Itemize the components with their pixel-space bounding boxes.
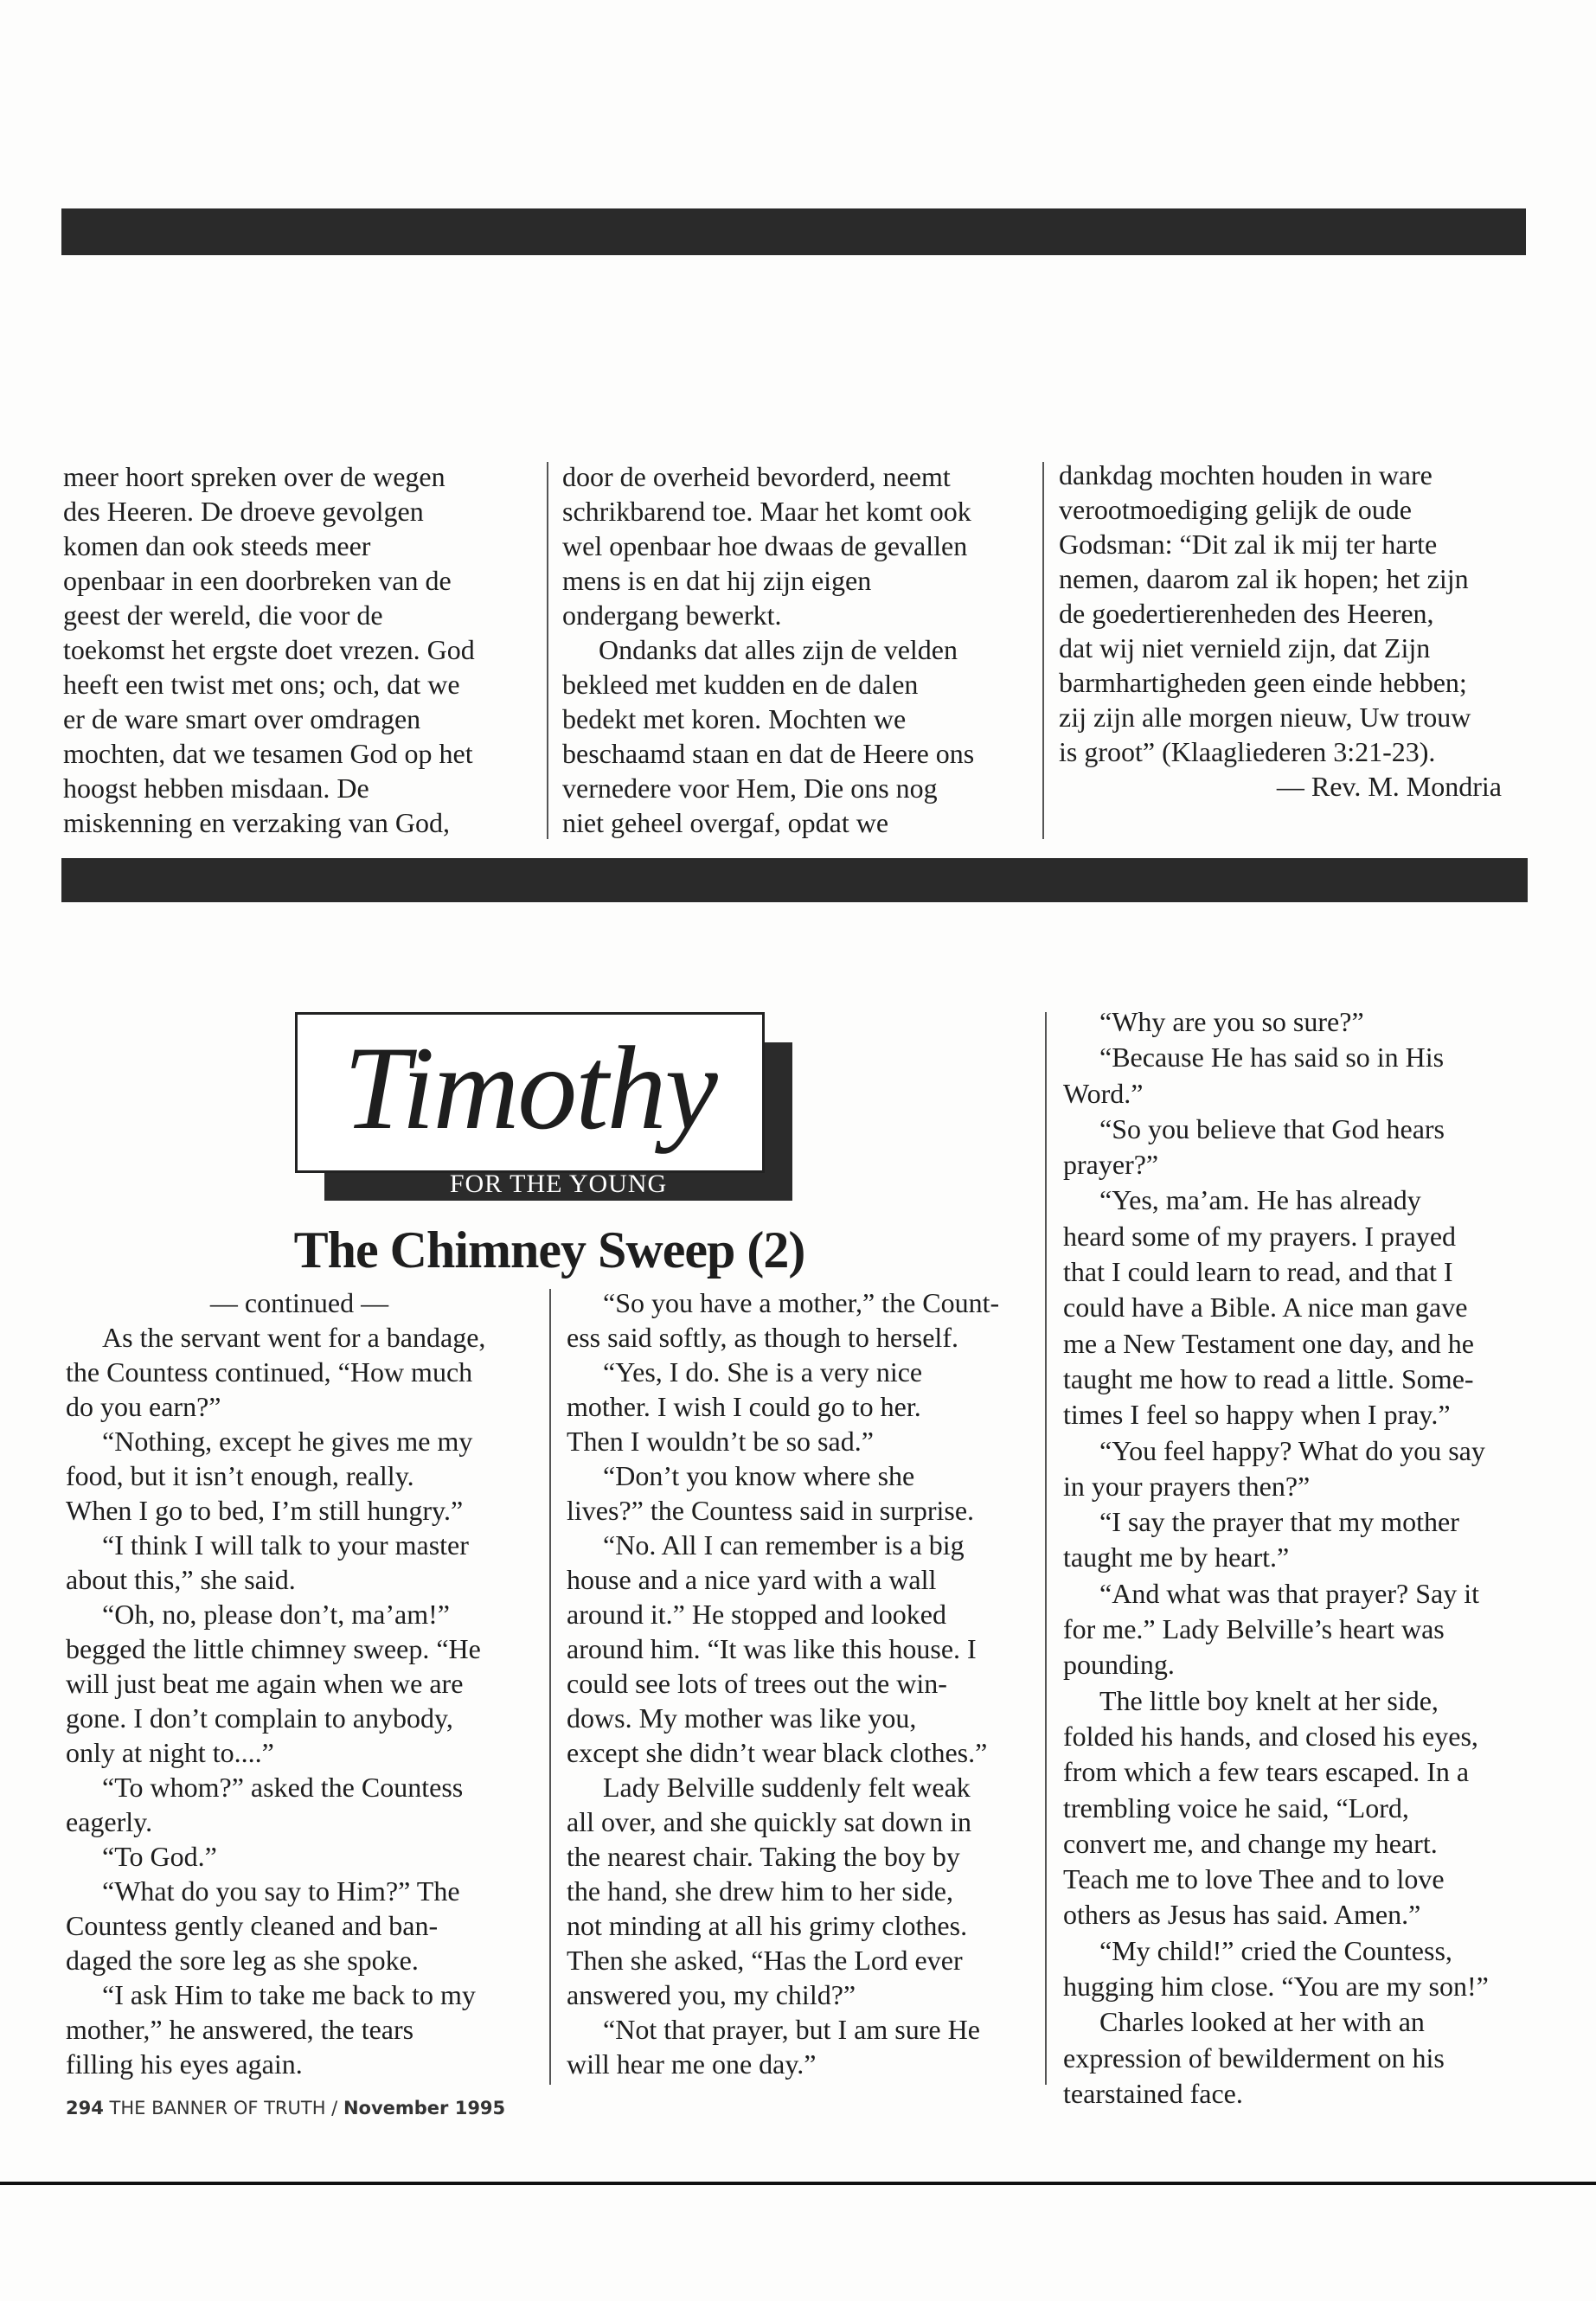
text-line: the Countess continued, “How much [66, 1356, 473, 1388]
text-line: komen dan ook steeds meer [63, 530, 371, 561]
text-line: beschaamd staan en dat de Heere ons [562, 738, 975, 769]
top-article-column-2 [562, 459, 1029, 840]
text-line: Godsman: “Dit zal ik mij ter harte [1059, 529, 1438, 560]
text-line: mother,” he answered, the tears [66, 2014, 414, 2045]
text-line: filling his eyes again. [66, 2048, 303, 2080]
text-line: heeft een twist met ons; och, dat we [63, 669, 460, 700]
text-line: Charles looked at her with an [1099, 2006, 1425, 2038]
text-line: mens is en dat hij zijn eigen [562, 565, 872, 596]
top-article-column-3 [1059, 458, 1502, 804]
story-column-1 [66, 1285, 533, 2081]
text-line: Then she asked, “Has the Lord ever [567, 1945, 963, 1976]
text-line: barmhartigheden geen einde hebben; [1059, 667, 1467, 698]
column-divider [549, 1289, 551, 2085]
text-line: “So you believe that God hears [1099, 1112, 1445, 1144]
text-line: Teach me to love Thee and to love [1063, 1863, 1445, 1895]
text-line: Ondanks dat alles zijn de velden [599, 634, 958, 665]
text-line: The little boy knelt at her side, [1099, 1684, 1439, 1716]
text-line: from which a few tears escaped. In a [1063, 1756, 1470, 1788]
text-line: “I ask Him to take me back to my [102, 1979, 476, 2010]
top-article-column-1 [63, 459, 496, 840]
text-line: not minding at all his grimy clothes. [567, 1910, 968, 1941]
text-line: door de overheid bevorderd, neemt [562, 461, 951, 492]
text-line: “I say the prayer that my mother [1099, 1506, 1459, 1538]
text-line: do you earn?” [66, 1391, 221, 1422]
top-banner-bar [61, 208, 1526, 255]
text-line: Word.” [1063, 1077, 1144, 1109]
text-line: “Don’t you know where she [603, 1460, 915, 1491]
text-line: expression of bewilderment on his [1063, 2041, 1445, 2073]
text-line: mother. I wish I could go to her. [567, 1391, 921, 1422]
text-line: pounding. [1063, 1649, 1175, 1681]
text-line: food, but it isn’t enough, really. [66, 1460, 414, 1491]
text-line: vernedere voor Hem, Die ons nog [562, 772, 938, 804]
text-line: prayer?” [1063, 1149, 1159, 1181]
text-line: bekleed met kudden en de dalen [562, 669, 919, 700]
text-line: answered you, my child?” [567, 1979, 856, 2010]
story-column-3 [1063, 1004, 1530, 2112]
text-line: When I go to bed, I’m still hungry.” [66, 1495, 464, 1526]
text-line: “Nothing, except he gives me my [102, 1426, 473, 1457]
text-line: could have a Bible. A nice man gave [1063, 1292, 1468, 1324]
text-line: the hand, she drew him to her side, [567, 1875, 953, 1907]
text-line: miskenning en verzaking van God, [63, 807, 450, 838]
text-line: “Not that prayer, but I am sure He [603, 2014, 980, 2045]
column-divider [547, 462, 548, 839]
bottom-rule [0, 2182, 1596, 2185]
text-line: “No. All I can remember is a big [603, 1529, 965, 1561]
text-line: gone. I don’t complain to anybody, [66, 1702, 453, 1734]
issue-date: November 1995 [343, 2098, 506, 2118]
text-line: wel openbaar hoe dwaas de gevallen [562, 530, 968, 561]
text-line: openbaar in een doorbreken van de [63, 565, 452, 596]
text-line: “What do you say to Him?” The [102, 1875, 460, 1907]
text-line: is groot” (Klaagliederen 3:21-23). [1059, 736, 1436, 767]
text-line: Lady Belville suddenly felt weak [603, 1772, 971, 1803]
text-line: toekomst het ergste doet vrezen. God [63, 634, 475, 665]
text-line: niet geheel overgaf, opdat we [562, 807, 889, 838]
text-line: lives?” the Countess said in surprise. [567, 1495, 975, 1526]
text-line: times I feel so happy when I pray.” [1063, 1399, 1451, 1431]
text-line: daged the sore leg as she spoke. [66, 1945, 419, 1976]
text-line: dat wij niet vernield zijn, dat Zijn [1059, 632, 1431, 663]
text-line: around it.” He stopped and looked [567, 1599, 946, 1630]
logo-subtitle: FOR THE YOUNG [449, 1170, 668, 1198]
text-line: dows. My mother was like you, [567, 1702, 917, 1734]
text-line: “Why are you so sure?” [1099, 1006, 1364, 1037]
publication-name: THE BANNER OF TRUTH / [109, 2098, 338, 2118]
column-divider [1042, 462, 1044, 839]
text-line: others as Jesus has said. Amen.” [1063, 1899, 1421, 1931]
text-line: As the servant went for a bandage, [102, 1322, 486, 1353]
text-line: in your prayers then?” [1063, 1470, 1311, 1502]
text-line: “To whom?” asked the Countess [102, 1772, 464, 1803]
text-line: “My child!” cried the Countess, [1099, 1934, 1452, 1966]
text-line: house and a nice yard with a wall [567, 1564, 937, 1595]
text-line: de goedertierenheden des Heeren, [1059, 598, 1434, 629]
text-line: bedekt met koren. Mochten we [562, 703, 907, 734]
text-line: hugging him close. “You are my son!” [1063, 1971, 1489, 2003]
text-line: “You feel happy? What do you say [1099, 1434, 1485, 1466]
page-footer [66, 2093, 505, 2123]
text-line: — Rev. M. Mondria [1276, 771, 1502, 802]
text-line: ess said softly, as though to herself. [567, 1322, 958, 1353]
text-line: “Because He has said so in His [1099, 1042, 1445, 1074]
text-line: me a New Testament one day, and he [1063, 1327, 1474, 1359]
text-line: around him. “It was like this house. I [567, 1633, 977, 1664]
text-line: will hear me one day.” [567, 2048, 817, 2080]
column-divider [1045, 1012, 1047, 2085]
text-line: meer hoort spreken over de wegen [63, 461, 445, 492]
text-line: the nearest chair. Taking the boy by [567, 1841, 960, 1872]
timothy-logo [295, 1012, 765, 1173]
text-line: “Yes, ma’am. He has already [1099, 1184, 1421, 1216]
text-line: only at night to....” [66, 1737, 274, 1768]
text-line: for me.” Lady Belville’s heart was [1063, 1613, 1445, 1645]
text-line: taught me by heart.” [1063, 1541, 1290, 1574]
text-line: folded his hands, and closed his eyes, [1063, 1720, 1478, 1752]
text-line: heard some of my prayers. I prayed [1063, 1220, 1457, 1252]
text-line: all over, and she quickly sat down in [567, 1806, 971, 1837]
story-column-2 [567, 1285, 1034, 2081]
story-headline: The Chimney Sweep (2) [293, 1221, 805, 1279]
section-divider-bar [61, 858, 1528, 902]
text-line: trembling voice he said, “Lord, [1063, 1791, 1409, 1823]
text-line: could see lots of trees out the win- [567, 1668, 947, 1699]
text-line: hoogst hebben misdaan. De [63, 772, 369, 804]
logo-title: Timothy [343, 1022, 716, 1154]
text-line: geest der wereld, die voor de [63, 599, 383, 631]
text-line: “Oh, no, please don’t, ma’am!” [102, 1599, 450, 1630]
text-line: except she didn’t wear black clothes.” [567, 1737, 988, 1768]
text-line: zij zijn alle morgen nieuw, Uw trouw [1059, 702, 1471, 733]
text-line: Countess gently cleaned and ban- [66, 1910, 439, 1941]
text-line: tearstained face. [1063, 2077, 1243, 2109]
text-line: verootmoediging gelijk de oude [1059, 494, 1412, 525]
text-line: taught me how to read a little. Some- [1063, 1362, 1474, 1394]
text-line: mochten, dat we tesamen God op het [63, 738, 473, 769]
text-line: — continued — [209, 1287, 389, 1318]
page-number: 294 [66, 2098, 104, 2118]
text-line: will just beat me again when we are [66, 1668, 464, 1699]
text-line: begged the little chimney sweep. “He [66, 1633, 481, 1664]
text-line: about this,” she said. [66, 1564, 296, 1595]
text-line: that I could learn to read, and that I [1063, 1256, 1453, 1288]
text-line: convert me, and change my heart. [1063, 1827, 1438, 1859]
text-line: nemen, daarom zal ik hopen; het zijn [1059, 563, 1469, 594]
text-line: eagerly. [66, 1806, 153, 1837]
text-line: “I think I will talk to your master [102, 1529, 469, 1561]
text-line: “Yes, I do. She is a very nice [603, 1356, 923, 1388]
text-line: er de ware smart over omdragen [63, 703, 421, 734]
text-line: “And what was that prayer? Say it [1099, 1577, 1479, 1609]
text-line: “To God.” [102, 1841, 217, 1872]
text-line: schrikbarend toe. Maar het komt ook [562, 496, 971, 527]
text-line: des Heeren. De droeve gevolgen [63, 496, 424, 527]
text-line: Then I wouldn’t be so sad.” [567, 1426, 874, 1457]
text-line: “So you have a mother,” the Count- [603, 1287, 1000, 1318]
text-line: dankdag mochten houden in ware [1059, 459, 1433, 490]
text-line: ondergang bewerkt. [562, 599, 782, 631]
